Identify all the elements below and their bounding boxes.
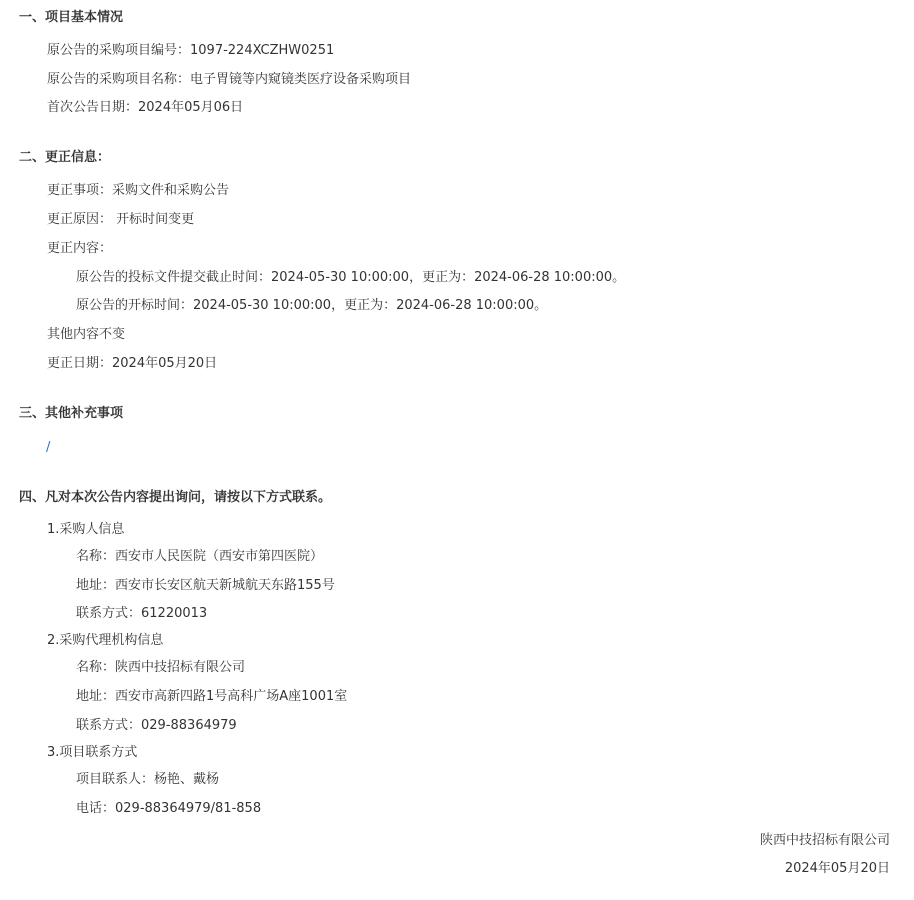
section-title-supplementary: 三、其他补充事项 xyxy=(19,406,124,421)
purchaser-contact: 联系方式：61220013 xyxy=(76,606,208,621)
project-contact-heading: 3.项目联系方式 xyxy=(47,745,138,760)
supplementary-link[interactable]: / xyxy=(46,440,51,455)
original-project-number: 原公告的采购项目编号：1097-224XCZHW0251 xyxy=(47,43,335,58)
correction-content-line-deadline: 原公告的投标文件提交截止时间：2024-05-30 10:00:00，更正为：2024-06-28 10:00:00。 xyxy=(76,270,626,285)
project-contact-person: 项目联系人：杨艳、戴杨 xyxy=(76,772,220,787)
correction-item: 更正事项：采购文件和采购公告 xyxy=(47,183,230,198)
agency-info-heading: 2.采购代理机构信息 xyxy=(47,633,164,648)
correction-content-line-opening: 原公告的开标时间：2024-05-30 10:00:00，更正为：2024-06-28 10:00:00。 xyxy=(76,298,548,313)
agency-address: 地址：西安市高新四路1号高科广场A座1001室 xyxy=(76,689,348,704)
first-announcement-date: 首次公告日期：2024年05月06日 xyxy=(47,100,244,115)
section-title-contact: 四、凡对本次公告内容提出询问，请按以下方式联系。 xyxy=(19,490,332,505)
agency-contact: 联系方式：029-88364979 xyxy=(76,718,237,733)
other-content-unchanged: 其他内容不变 xyxy=(47,327,126,342)
section-title-basic-info: 一、项目基本情况 xyxy=(19,10,124,25)
section-title-correction-info: 二、更正信息： xyxy=(19,150,111,165)
project-contact-phone: 电话：029-88364979/81-858 xyxy=(76,801,262,816)
purchaser-name: 名称：西安市人民医院（西安市第四医院） xyxy=(76,549,324,564)
original-project-name: 原公告的采购项目名称：电子胃镜等内窥镜类医疗设备采购项目 xyxy=(47,72,412,87)
correction-reason: 更正原因： 开标时间变更 xyxy=(47,212,195,227)
correction-date: 更正日期：2024年05月20日 xyxy=(47,356,218,371)
footer-company: 陕西中技招标有限公司 xyxy=(759,833,890,848)
purchaser-info-heading: 1.采购人信息 xyxy=(47,522,125,537)
purchaser-address: 地址：西安市长安区航天新城航天东路155号 xyxy=(76,578,335,593)
agency-name: 名称：陕西中技招标有限公司 xyxy=(76,660,246,675)
correction-content-label: 更正内容： xyxy=(47,241,113,256)
footer-date: 2024年05月20日 xyxy=(784,861,890,876)
